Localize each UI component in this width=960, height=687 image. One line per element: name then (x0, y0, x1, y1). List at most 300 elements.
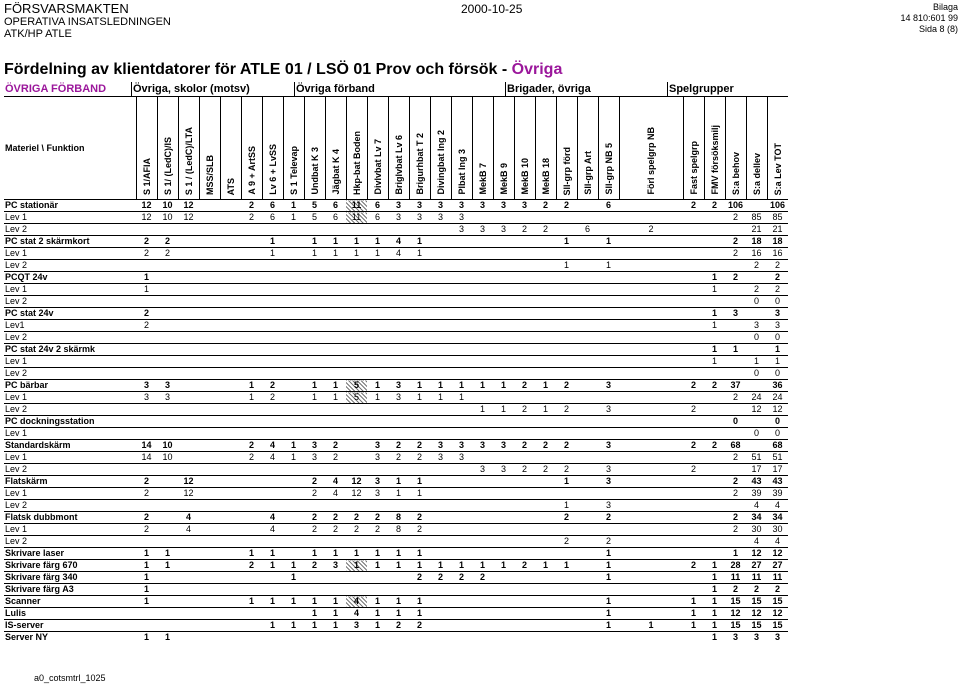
table-cell (220, 332, 241, 344)
table-cell (683, 548, 704, 560)
table-cell: 1 (136, 584, 157, 596)
table-cell (683, 368, 704, 380)
table-cell (451, 500, 472, 512)
table-cell: 10 (157, 452, 178, 464)
table-cell (514, 236, 535, 248)
table-cell: 2 (304, 476, 325, 488)
table-cell (409, 404, 430, 416)
row-header-label: Materiel \ Funktion (4, 97, 136, 200)
column-header (577, 97, 598, 200)
table-cell (493, 572, 514, 584)
table-cell (577, 272, 598, 284)
table-cell (220, 224, 241, 236)
table-cell (535, 572, 556, 584)
table-cell (241, 308, 262, 320)
table-cell (514, 308, 535, 320)
table-cell (283, 536, 304, 548)
table-cell (262, 608, 283, 620)
table-cell: 2 (388, 440, 409, 452)
table-cell: 2 (157, 236, 178, 248)
table-cell: 1 (388, 488, 409, 500)
table-cell (199, 440, 220, 452)
table-cell (451, 272, 472, 284)
table-cell (619, 308, 683, 320)
table-cell (472, 320, 493, 332)
table-cell: 1 (283, 212, 304, 224)
table-cell: 3 (367, 440, 388, 452)
table-cell: 4 (746, 536, 767, 548)
table-cell: 1 (409, 560, 430, 572)
table-cell (556, 392, 577, 404)
table-cell (199, 560, 220, 572)
table-cell: 3 (346, 620, 367, 632)
table-cell: 3 (136, 392, 157, 404)
table-cell (304, 308, 325, 320)
table-cell: 3 (598, 440, 619, 452)
table-cell (157, 572, 178, 584)
table-cell (577, 632, 598, 644)
table-cell (367, 224, 388, 236)
table-cell: 1 (409, 236, 430, 248)
table-cell: 2 (746, 284, 767, 296)
table-cell (178, 356, 199, 368)
table-cell: 68 (725, 440, 746, 452)
table-cell (220, 560, 241, 572)
column-header-text: Brigurhbat T 2 (414, 133, 425, 195)
table-cell (598, 452, 619, 464)
table-cell (556, 272, 577, 284)
table-cell (178, 608, 199, 620)
table-cell: 2 (725, 512, 746, 524)
table-cell (283, 248, 304, 260)
table-cell (157, 512, 178, 524)
table-cell (388, 536, 409, 548)
table-cell (472, 236, 493, 248)
table-cell (683, 248, 704, 260)
table-cell (283, 308, 304, 320)
table-row (4, 500, 788, 512)
table-cell (746, 380, 767, 392)
table-cell (514, 320, 535, 332)
table-cell (430, 296, 451, 308)
table-cell (409, 272, 430, 284)
table-cell (472, 296, 493, 308)
table-cell (577, 308, 598, 320)
table-cell (199, 404, 220, 416)
table-cell (262, 296, 283, 308)
column-header (262, 97, 283, 200)
table-cell (619, 488, 683, 500)
table-cell: 2 (409, 524, 430, 536)
table-cell: 2 (409, 512, 430, 524)
table-cell (451, 488, 472, 500)
table-cell (283, 548, 304, 560)
table-cell (325, 284, 346, 296)
table-cell (388, 404, 409, 416)
table-cell (535, 356, 556, 368)
table-cell (241, 524, 262, 536)
table-cell (157, 596, 178, 608)
table-cell (683, 572, 704, 584)
table-cell (346, 632, 367, 644)
table-cell (388, 344, 409, 356)
table-cell (346, 260, 367, 272)
table-cell (493, 596, 514, 608)
table-cell (514, 584, 535, 596)
org-name: FÖRSVARSMAKTEN (4, 1, 129, 16)
table-cell (472, 452, 493, 464)
table-cell: 0 (767, 332, 788, 344)
table-cell (725, 464, 746, 476)
table-cell (283, 512, 304, 524)
table-cell (199, 272, 220, 284)
row-label: Lev 2 (4, 368, 136, 380)
table-cell: 3 (598, 464, 619, 476)
table-cell (472, 212, 493, 224)
table-cell: 4 (325, 476, 346, 488)
table-cell (136, 416, 157, 428)
table-cell (577, 548, 598, 560)
table-cell (283, 284, 304, 296)
table-cell (241, 620, 262, 632)
table-cell (535, 620, 556, 632)
table-cell (683, 212, 704, 224)
table-cell: 12 (136, 212, 157, 224)
table-cell: 2 (409, 452, 430, 464)
table-cell (619, 596, 683, 608)
table-cell (199, 572, 220, 584)
table-cell: 14 (136, 452, 157, 464)
table-cell: 1 (683, 620, 704, 632)
table-cell: 2 (409, 440, 430, 452)
table-cell (220, 512, 241, 524)
table-cell: 1 (367, 380, 388, 392)
table-cell (241, 512, 262, 524)
table-cell (199, 428, 220, 440)
table-cell (220, 200, 241, 212)
table-cell: 3 (493, 464, 514, 476)
table-cell: 1 (535, 404, 556, 416)
table-cell (178, 344, 199, 356)
table-cell (430, 608, 451, 620)
table-cell: 2 (725, 248, 746, 260)
table-cell (577, 416, 598, 428)
table-cell (619, 464, 683, 476)
table-cell (514, 212, 535, 224)
table-cell (367, 536, 388, 548)
table-cell: 1 (304, 548, 325, 560)
table-cell: 36 (767, 380, 788, 392)
table-cell (178, 584, 199, 596)
table-cell: 6 (325, 212, 346, 224)
table-cell: 1 (598, 236, 619, 248)
table-cell (157, 260, 178, 272)
table-cell: 1 (451, 380, 472, 392)
table-cell: 2 (598, 512, 619, 524)
table-cell: 6 (598, 200, 619, 212)
table-cell (199, 200, 220, 212)
table-cell: 2 (683, 404, 704, 416)
table-cell (220, 488, 241, 500)
table-row (4, 404, 788, 416)
table-cell (199, 224, 220, 236)
table-row (4, 296, 788, 308)
table-cell: 30 (746, 524, 767, 536)
table-cell (157, 368, 178, 380)
table-cell (619, 248, 683, 260)
table-cell (430, 464, 451, 476)
table-cell (430, 428, 451, 440)
table-cell (262, 404, 283, 416)
table-cell (577, 488, 598, 500)
table-cell (262, 428, 283, 440)
table-cell (535, 272, 556, 284)
table-cell: 2 (409, 620, 430, 632)
column-header-text: Hkp-bat Boden (351, 131, 362, 195)
table-cell (241, 536, 262, 548)
table-cell (619, 548, 683, 560)
table-cell (241, 236, 262, 248)
table-cell (346, 296, 367, 308)
table-cell: 1 (157, 560, 178, 572)
table-cell (220, 584, 241, 596)
table-cell (178, 416, 199, 428)
table-cell (199, 344, 220, 356)
table-cell: 1 (556, 500, 577, 512)
table-cell (704, 404, 725, 416)
table-cell (725, 368, 746, 380)
table-cell: 12 (178, 488, 199, 500)
table-cell: 0 (767, 416, 788, 428)
table-cell: 12 (746, 608, 767, 620)
table-cell (157, 308, 178, 320)
table-cell (241, 320, 262, 332)
table-cell (514, 452, 535, 464)
table-cell: 28 (725, 560, 746, 572)
table-cell (451, 596, 472, 608)
table-cell: 1 (409, 488, 430, 500)
table-cell (262, 572, 283, 584)
table-cell (346, 440, 367, 452)
table-cell (725, 320, 746, 332)
table-cell (430, 512, 451, 524)
table-cell: 12 (746, 548, 767, 560)
table-cell (577, 404, 598, 416)
table-cell (388, 584, 409, 596)
table-cell (556, 284, 577, 296)
row-label: Server NY (4, 632, 136, 644)
table-cell (598, 332, 619, 344)
table-cell: 1 (535, 560, 556, 572)
table-cell (514, 260, 535, 272)
table-cell: 3 (598, 476, 619, 488)
table-cell (157, 608, 178, 620)
table-cell (409, 632, 430, 644)
table-cell: 2 (430, 572, 451, 584)
table-cell (472, 284, 493, 296)
table-cell: 4 (262, 452, 283, 464)
table-cell (157, 416, 178, 428)
table-cell (283, 380, 304, 392)
table-cell (262, 308, 283, 320)
table-cell (472, 524, 493, 536)
table-cell: 2 (704, 440, 725, 452)
table-cell (493, 212, 514, 224)
table-cell (304, 404, 325, 416)
table-cell: 2 (556, 200, 577, 212)
table-cell: 15 (746, 620, 767, 632)
table-cell: 2 (514, 224, 535, 236)
table-cell (683, 344, 704, 356)
table-cell (241, 248, 262, 260)
table-cell (619, 416, 683, 428)
table-cell (157, 500, 178, 512)
table-cell: 3 (767, 308, 788, 320)
table-cell (577, 212, 598, 224)
table-cell (556, 584, 577, 596)
table-cell (451, 632, 472, 644)
table-cell (493, 356, 514, 368)
table-cell: 2 (704, 200, 725, 212)
table-cell: 12 (767, 608, 788, 620)
table-cell (199, 500, 220, 512)
table-cell (178, 632, 199, 644)
table-cell (704, 224, 725, 236)
table-cell: 2 (136, 476, 157, 488)
doc-date: 2000-10-25 (461, 2, 523, 16)
table-cell: 3 (451, 200, 472, 212)
table-cell (451, 356, 472, 368)
table-cell: 1 (388, 548, 409, 560)
document-number: 14 810:601 99 (900, 13, 958, 23)
table-cell: 1 (367, 560, 388, 572)
table-cell (283, 608, 304, 620)
table-cell (262, 284, 283, 296)
table-cell: 2 (535, 440, 556, 452)
table-cell (367, 320, 388, 332)
table-cell (619, 260, 683, 272)
table-cell (262, 536, 283, 548)
table-cell (451, 512, 472, 524)
table-cell (199, 236, 220, 248)
table-cell (493, 368, 514, 380)
table-cell (535, 332, 556, 344)
dept-name: OPERATIVA INSATSLEDNINGEN (4, 16, 171, 28)
table-cell (493, 452, 514, 464)
table-cell (535, 320, 556, 332)
row-label: IS-server (4, 620, 136, 632)
table-cell (619, 344, 683, 356)
table-cell (577, 500, 598, 512)
table-cell: 0 (767, 296, 788, 308)
table-cell (683, 296, 704, 308)
table-cell (556, 224, 577, 236)
table-cell (451, 308, 472, 320)
table-cell (262, 584, 283, 596)
table-cell (220, 428, 241, 440)
table-cell (577, 344, 598, 356)
table-cell (619, 536, 683, 548)
table-cell: 2 (535, 200, 556, 212)
table-cell (493, 272, 514, 284)
table-cell (199, 356, 220, 368)
table-cell (619, 380, 683, 392)
table-cell (178, 260, 199, 272)
table-cell (388, 272, 409, 284)
table-cell (683, 308, 704, 320)
table-cell: 2 (262, 392, 283, 404)
table-cell: 3 (367, 452, 388, 464)
table-cell (325, 344, 346, 356)
table-cell (283, 356, 304, 368)
table-cell (598, 224, 619, 236)
column-header-text: Jägbat K 4 (330, 149, 341, 195)
table-cell: 2 (683, 560, 704, 572)
table-cell (220, 344, 241, 356)
table-cell: 2 (451, 572, 472, 584)
table-cell (304, 464, 325, 476)
table-cell: 15 (767, 620, 788, 632)
column-header-text: S:a Lev TOT (772, 142, 783, 195)
table-cell (157, 272, 178, 284)
table-cell: 6 (367, 200, 388, 212)
row-label: Flatskärm (4, 476, 136, 488)
table-cell: 1 (598, 596, 619, 608)
table-cell: 2 (683, 440, 704, 452)
table-cell (598, 320, 619, 332)
table-cell (157, 332, 178, 344)
row-label: PC stat 2 skärmkort (4, 236, 136, 248)
table-cell: 1 (746, 356, 767, 368)
table-cell (346, 500, 367, 512)
table-row (4, 332, 788, 344)
row-label: Scanner (4, 596, 136, 608)
column-header (178, 97, 199, 200)
table-cell (136, 620, 157, 632)
row-label: PC stat 24v 2 skärmk (4, 344, 136, 356)
column-header-text: S:a dellev (751, 152, 762, 195)
table-cell (556, 356, 577, 368)
table-cell (241, 224, 262, 236)
table-cell (514, 620, 535, 632)
table-cell (619, 368, 683, 380)
table-cell: 3 (136, 380, 157, 392)
table-cell: 1 (304, 380, 325, 392)
table-cell (430, 524, 451, 536)
table-cell: 1 (283, 572, 304, 584)
column-header-text: S 1 / (LedC)/LTA (183, 126, 194, 195)
table-row (4, 440, 788, 452)
table-cell: 2 (704, 380, 725, 392)
row-label: Lev 2 (4, 296, 136, 308)
table-cell (283, 392, 304, 404)
table-row (4, 536, 788, 548)
table-cell: 1 (598, 548, 619, 560)
column-header-text: Sll-grp förd (561, 146, 572, 195)
table-cell (199, 476, 220, 488)
table-cell (325, 500, 346, 512)
table-cell: 12 (346, 488, 367, 500)
table-cell: 27 (767, 560, 788, 572)
table-cell (451, 332, 472, 344)
table-cell (535, 344, 556, 356)
table-cell: 1 (367, 392, 388, 404)
table-cell (451, 476, 472, 488)
table-cell (283, 320, 304, 332)
table-cell (220, 296, 241, 308)
table-row (4, 464, 788, 476)
table-cell: 2 (367, 524, 388, 536)
